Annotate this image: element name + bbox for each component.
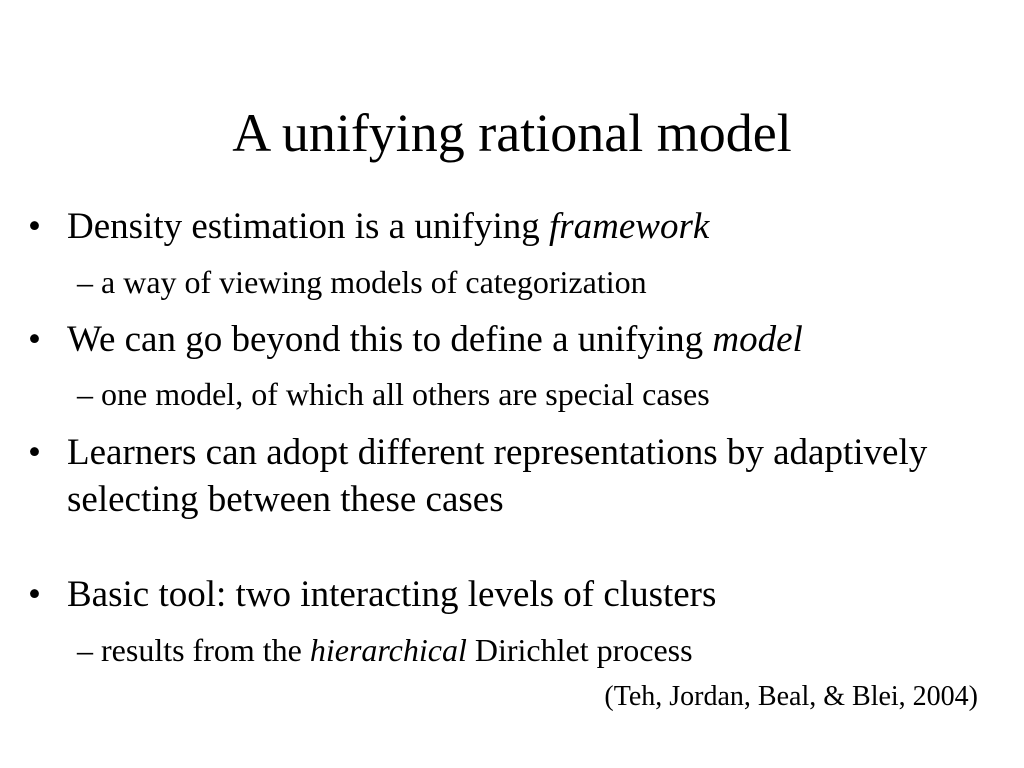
- bullet-item: [28, 316, 988, 363]
- sub-bullet-item: [77, 631, 977, 669]
- citation: (Teh, Jordan, Beal, & Blei, 2004): [604, 681, 978, 712]
- bullet-icon: •: [28, 206, 41, 247]
- sub-bullet-text-before: results from the: [101, 632, 302, 668]
- bullet-text: [67, 316, 988, 363]
- bullet-text-emphasis: model: [712, 319, 803, 360]
- dash-icon: –: [77, 264, 93, 300]
- bullet-text-plain: Density estimation is a unifying: [67, 206, 540, 247]
- bullet-icon: •: [28, 319, 41, 360]
- sub-bullet-item: [77, 263, 977, 301]
- bullet-icon: •: [28, 574, 41, 615]
- bullet-item: [28, 203, 988, 250]
- bullet-text: [67, 203, 988, 250]
- sub-bullet-item: [77, 375, 977, 413]
- bullet-item: [28, 429, 928, 523]
- sub-bullet-text-emphasis: hierarchical: [309, 632, 467, 668]
- bullet-item: [28, 571, 988, 618]
- bullet-text-plain: We can go beyond this to define a unifying: [67, 319, 704, 360]
- bullet-text: Learners can adopt different representations by adaptively selecting between these cases: [67, 432, 928, 520]
- sub-bullet-text: a way of viewing models of categorization: [101, 264, 647, 300]
- sub-bullet-text: one model, of which all others are special cases: [101, 376, 710, 412]
- sub-bullet-text-after: Dirichlet process: [474, 632, 693, 668]
- dash-icon: –: [77, 632, 93, 668]
- bullet-text-emphasis: framework: [548, 206, 710, 247]
- bullet-text: Basic tool: two interacting levels of clusters: [67, 574, 717, 615]
- bullet-icon: •: [28, 432, 41, 473]
- dash-icon: –: [77, 376, 93, 412]
- slide-title: A unifying rational model: [232, 103, 792, 163]
